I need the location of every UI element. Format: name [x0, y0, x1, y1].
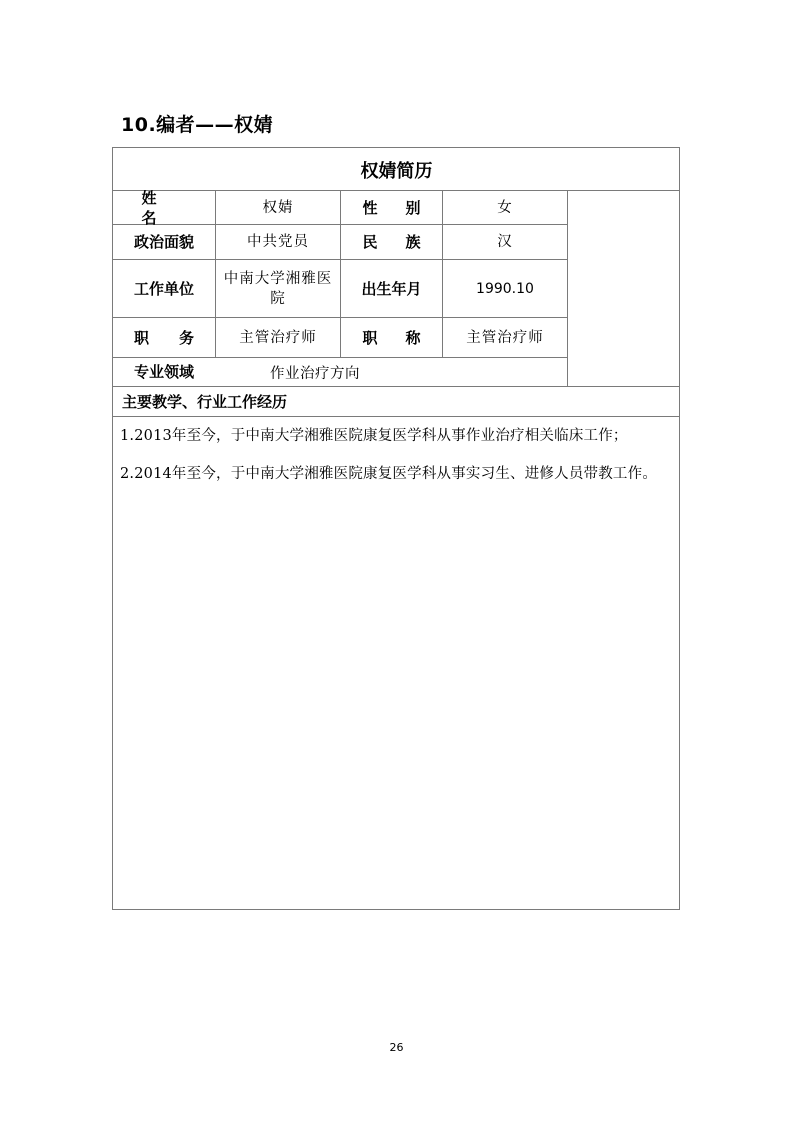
ethnicity-label-cell	[341, 225, 449, 259]
name-value: 权婧	[262, 199, 294, 216]
title-label-cell	[341, 318, 449, 357]
political-value: 中共党员	[247, 234, 309, 250]
gender-value: 女	[497, 199, 513, 216]
gender-label-cell	[341, 191, 449, 224]
ethnicity-label: 民族	[362, 233, 449, 251]
ethnicity-value: 汉	[497, 234, 513, 250]
position-label-cell	[113, 318, 224, 357]
name-label-cell	[113, 188, 215, 227]
experience-item-2: 2.2014年至今，于中南大学湘雅医院康复医学科从事实习生、进修人员带教工作。	[120, 466, 658, 482]
position-value: 主管治疗师	[239, 329, 317, 346]
experience-heading: 主要教学、行业工作经历	[122, 393, 288, 411]
gender-label: 性别	[362, 198, 449, 217]
name-label	[135, 188, 193, 228]
field-label: 专业领域	[133, 363, 194, 381]
workplace-label: 工作单位	[133, 279, 194, 298]
title-label: 职称	[362, 328, 449, 347]
birth-label: 出生年月	[361, 279, 422, 298]
page-number: 26	[389, 1041, 404, 1054]
workplace-value-line2: 院	[270, 290, 286, 307]
position-label: 职务	[133, 328, 224, 347]
political-label: 政治面貌	[133, 233, 194, 251]
workplace-value	[216, 260, 340, 317]
birth-value: 1990.10	[476, 280, 534, 297]
document-heading: 10.编者——权婧	[121, 114, 274, 136]
title-value: 主管治疗师	[466, 329, 544, 346]
workplace-value-line1: 中南大学湘雅医	[223, 270, 333, 287]
experience-item-1: 1.2013年至今，于中南大学湘雅医院康复医学科从事作业治疗相关临床工作；	[120, 428, 628, 444]
field-value: 作业治疗方向	[270, 366, 360, 382]
name-label-text: 姓名	[141, 188, 187, 227]
rule	[113, 416, 680, 417]
rule	[567, 190, 568, 387]
form-title: 权婧简历	[360, 161, 433, 182]
